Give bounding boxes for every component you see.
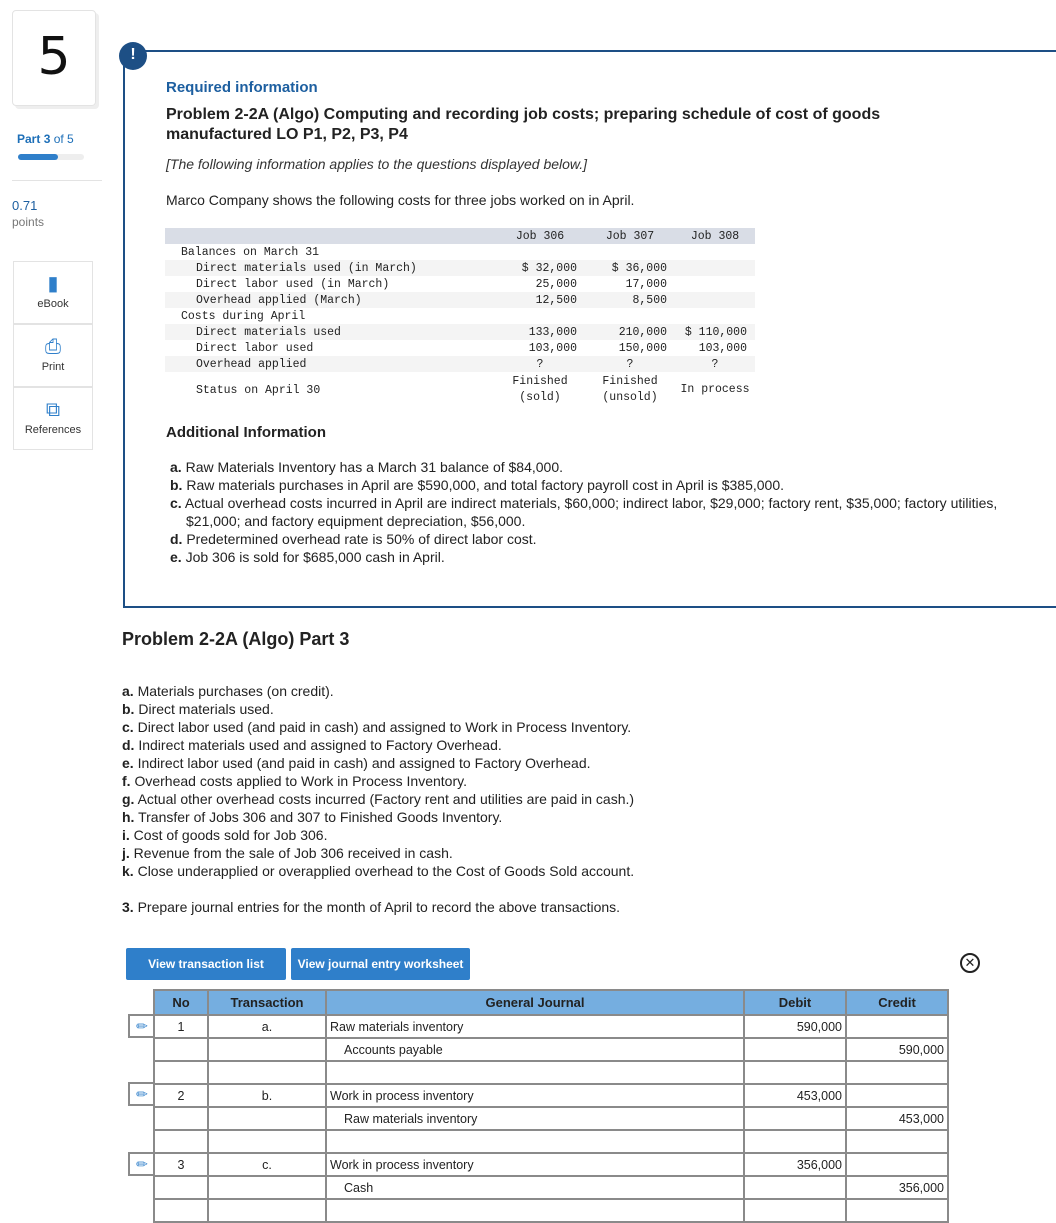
- column-header: General Journal: [326, 990, 744, 1015]
- additional-list: [170, 458, 1030, 566]
- credit-amount[interactable]: 453,000: [846, 1107, 948, 1130]
- cost-value: [585, 244, 675, 260]
- item-key: f.: [122, 773, 131, 789]
- item-text: Indirect labor used (and paid in cash) and assigned to Factory Overhead.: [137, 755, 591, 771]
- job-status: [495, 372, 585, 408]
- print-label: Print: [41, 361, 65, 373]
- list-item: [170, 548, 1030, 566]
- close-icon[interactable]: ✕: [960, 953, 980, 973]
- list-item: [170, 476, 1030, 494]
- item-key: d.: [122, 737, 135, 753]
- transaction-ref: [208, 1038, 326, 1061]
- list-item: [122, 700, 634, 718]
- item-text: Materials purchases (on credit).: [137, 683, 334, 699]
- row-label: Status on April 30: [196, 383, 321, 397]
- entry-number: [154, 1176, 208, 1199]
- instruction: [122, 898, 634, 916]
- list-item: [122, 808, 634, 826]
- journal-header-row: [154, 990, 948, 1015]
- item-text: Predetermined overhead rate is 50% of direct labor cost.: [186, 531, 537, 547]
- journal-row[interactable]: [154, 1084, 948, 1107]
- job-cost-table: [165, 228, 755, 408]
- part-label: Part: [17, 132, 41, 146]
- list-item: [122, 844, 634, 862]
- cost-value: 103,000: [528, 341, 577, 355]
- view-journal-worksheet-button[interactable]: View journal entry worksheet: [291, 948, 470, 980]
- list-item: [170, 530, 1030, 548]
- references-button[interactable]: [13, 387, 93, 450]
- row-label: Balances on March 31: [181, 245, 320, 259]
- blank-cell: [154, 1199, 208, 1222]
- blank-cell: [208, 1199, 326, 1222]
- blank-cell: [208, 1061, 326, 1084]
- entry-number: 3: [154, 1153, 208, 1176]
- cost-value: $ 36,000: [585, 260, 675, 276]
- additional-heading: Additional Information: [166, 424, 326, 441]
- cost-row: [165, 244, 755, 260]
- debit-amount[interactable]: 590,000: [744, 1015, 846, 1038]
- item-text: Transfer of Jobs 306 and 307 to Finished Goods Inventory.: [138, 809, 503, 825]
- cost-value: ?: [495, 356, 585, 372]
- item-key: e.: [170, 549, 182, 565]
- list-item: [122, 772, 634, 790]
- alert-icon: !: [119, 42, 147, 70]
- blank-cell: [744, 1061, 846, 1084]
- cost-value: [495, 244, 585, 260]
- cost-value: 133,000: [495, 324, 585, 340]
- cost-value: $ 110,000: [675, 324, 755, 340]
- cost-value: 8,500: [585, 292, 675, 308]
- list-item: [122, 790, 634, 808]
- row-label: Direct labor used: [196, 341, 314, 355]
- job-status: [585, 372, 675, 408]
- transaction-ref: [208, 1176, 326, 1199]
- row-label: Direct materials used (in March): [165, 260, 495, 276]
- debit-amount[interactable]: 453,000: [744, 1084, 846, 1107]
- general-journal-table: [153, 989, 949, 1223]
- journal-blank-row: [154, 1061, 948, 1084]
- ebook-label: eBook: [37, 298, 69, 310]
- blank-cell: [744, 1199, 846, 1222]
- column-header: [165, 228, 495, 244]
- transaction-list: [122, 682, 634, 916]
- column-header: Credit: [846, 990, 948, 1015]
- blank-cell: [326, 1199, 744, 1222]
- divider: [12, 180, 102, 181]
- row-label: Overhead applied (March): [165, 292, 495, 308]
- item-key: i.: [122, 827, 130, 843]
- list-item: [122, 826, 634, 844]
- item-text: Raw materials purchases in April are $590,000, and total factory payroll cost in April is $385,000.: [186, 477, 785, 493]
- credit-amount[interactable]: [846, 1084, 948, 1107]
- edit-pencil-icon[interactable]: ✏: [128, 1014, 154, 1038]
- debit-amount[interactable]: [744, 1176, 846, 1199]
- cost-value: [675, 292, 755, 308]
- item-text: Raw Materials Inventory has a March 31 balance of $84,000.: [185, 459, 564, 475]
- cost-value: [675, 276, 755, 292]
- entry-number: [154, 1107, 208, 1130]
- item-text: Direct materials used.: [138, 701, 274, 717]
- item-key: h.: [122, 809, 135, 825]
- item-key: d.: [170, 531, 183, 547]
- journal-blank-row: [154, 1199, 948, 1222]
- status-text: (unsold): [602, 391, 658, 404]
- progress-fill: [18, 154, 58, 160]
- blank-cell: [326, 1061, 744, 1084]
- column-header: Job 306: [495, 228, 585, 244]
- book-icon: ▮: [47, 273, 59, 295]
- cost-value: [585, 308, 675, 324]
- account-name[interactable]: Accounts payable: [326, 1038, 744, 1061]
- credit-amount[interactable]: [846, 1015, 948, 1038]
- entry-number: [154, 1038, 208, 1061]
- account-name[interactable]: Raw materials inventory: [326, 1107, 744, 1130]
- blank-cell: [208, 1130, 326, 1153]
- list-item: [170, 494, 1030, 530]
- credit-amount[interactable]: 590,000: [846, 1038, 948, 1061]
- row-label: Direct materials used: [165, 324, 495, 340]
- cost-row: [165, 260, 755, 276]
- cost-row: [165, 356, 755, 372]
- list-item: [122, 718, 634, 736]
- account-name[interactable]: Work in process inventory: [326, 1153, 744, 1176]
- cost-value: [675, 308, 755, 324]
- cost-header-row: [165, 228, 755, 244]
- item-text: Overhead costs applied to Work in Process Inventory.: [134, 773, 467, 789]
- item-text: Indirect materials used and assigned to Factory Overhead.: [138, 737, 502, 753]
- column-header: No: [154, 990, 208, 1015]
- cost-row: [165, 276, 755, 292]
- column-header: Job 307: [585, 228, 675, 244]
- journal-blank-row: [154, 1130, 948, 1153]
- status-text: Finished: [512, 375, 568, 388]
- cost-value: $ 32,000: [495, 260, 585, 276]
- item-key: c.: [122, 719, 134, 735]
- entry-number: 1: [154, 1015, 208, 1038]
- column-header: Transaction: [208, 990, 326, 1015]
- blank-cell: [846, 1130, 948, 1153]
- list-item: [122, 736, 634, 754]
- ebook-button[interactable]: [13, 261, 93, 324]
- blank-cell: [846, 1061, 948, 1084]
- cost-value: 150,000: [618, 341, 667, 355]
- points-label: points: [12, 215, 45, 229]
- account-name[interactable]: Work in process inventory: [326, 1084, 744, 1107]
- row-label: Costs during April: [181, 309, 306, 323]
- debit-amount[interactable]: 356,000: [744, 1153, 846, 1176]
- cost-value: 17,000: [625, 277, 667, 291]
- item-text: Cost of goods sold for Job 306.: [133, 827, 328, 843]
- credit-amount[interactable]: 356,000: [846, 1176, 948, 1199]
- part3-title: Problem 2-2A (Algo) Part 3: [122, 629, 350, 649]
- item-text: Actual other overhead costs incurred (Factory rent and utilities are paid in cash.): [137, 791, 635, 807]
- cost-row: [165, 308, 755, 324]
- item-key: g.: [122, 791, 135, 807]
- row-label: Direct labor used (in March): [196, 277, 390, 291]
- item-key: a.: [122, 683, 134, 699]
- journal-row[interactable]: [154, 1015, 948, 1038]
- item-key: k.: [122, 863, 134, 879]
- debit-amount[interactable]: [744, 1038, 846, 1061]
- item-text: Actual overhead costs incurred in April are indirect materials, $60,000; indirect labor, $29,000; factory rent, $35,000; factory utilities, $21,000; and factory equipment depreciation, $56,000.: [184, 495, 998, 529]
- blank-cell: [846, 1199, 948, 1222]
- status-row: [165, 372, 755, 408]
- credit-amount[interactable]: [846, 1153, 948, 1176]
- part-progress-bar: [18, 154, 84, 160]
- part-current: 3: [43, 132, 51, 146]
- edit-pencil-icon[interactable]: ✏: [128, 1082, 154, 1106]
- item-key: b.: [170, 477, 183, 493]
- transaction-ref: b.: [208, 1084, 326, 1107]
- part-of: of 5: [53, 132, 74, 146]
- info-note: [The following information applies to the questions displayed below.]: [166, 156, 588, 172]
- status-text: (sold): [519, 391, 561, 404]
- required-heading: Required information: [166, 79, 318, 96]
- row-label: Overhead applied: [165, 356, 495, 372]
- journal-row[interactable]: [154, 1038, 948, 1061]
- entry-number: 2: [154, 1084, 208, 1107]
- cost-value: [675, 244, 755, 260]
- cost-row: [165, 292, 755, 308]
- item-text: Direct labor used (and paid in cash) and assigned to Work in Process Inventory.: [137, 719, 632, 735]
- item-text: Close underapplied or overapplied overhead to the Cost of Goods Sold account.: [137, 863, 635, 879]
- references-label: References: [24, 424, 82, 436]
- account-name[interactable]: Raw materials inventory: [326, 1015, 744, 1038]
- cost-value: [675, 260, 755, 276]
- transaction-ref: c.: [208, 1153, 326, 1176]
- item-key: a.: [170, 459, 182, 475]
- cost-value: 103,000: [698, 341, 747, 355]
- instruction-text: Prepare journal entries for the month of April to record the above transactions.: [137, 899, 621, 915]
- blank-cell: [154, 1061, 208, 1084]
- transaction-ref: [208, 1107, 326, 1130]
- blank-cell: [744, 1130, 846, 1153]
- debit-amount[interactable]: [744, 1107, 846, 1130]
- journal-row[interactable]: [154, 1176, 948, 1199]
- item-text: Job 306 is sold for $685,000 cash in April.: [185, 549, 445, 565]
- copy-icon: ⧉: [45, 399, 61, 421]
- journal-row[interactable]: [154, 1107, 948, 1130]
- print-button[interactable]: [13, 324, 93, 387]
- cost-value: [495, 308, 585, 324]
- status-text: In process: [680, 383, 750, 396]
- edit-pencil-icon[interactable]: ✏: [128, 1152, 154, 1176]
- transaction-ref: a.: [208, 1015, 326, 1038]
- problem-title: Problem 2-2A (Algo) Computing and recording job costs; preparing schedule of cost of goods manufactured LO P1, P2, P3, P4: [166, 106, 881, 143]
- cost-value: 25,000: [535, 277, 577, 291]
- list-item: [122, 682, 634, 700]
- column-header: Debit: [744, 990, 846, 1015]
- view-transaction-list-button[interactable]: View transaction list: [126, 948, 286, 980]
- cost-row: [165, 340, 755, 356]
- list-item: [122, 862, 634, 880]
- item-text: Revenue from the sale of Job 306 received in cash.: [133, 845, 453, 861]
- instruction-number: 3.: [122, 899, 134, 915]
- cost-value: ?: [675, 356, 755, 372]
- cost-value: ?: [585, 356, 675, 372]
- journal-row[interactable]: [154, 1153, 948, 1176]
- blank-cell: [326, 1130, 744, 1153]
- job-status: [675, 372, 755, 408]
- account-name[interactable]: Cash: [326, 1176, 744, 1199]
- list-item: [122, 754, 634, 772]
- list-item: [170, 458, 1030, 476]
- cost-value: 12,500: [495, 292, 585, 308]
- cost-value: 210,000: [585, 324, 675, 340]
- points-value: 0.71: [12, 198, 38, 213]
- item-key: e.: [122, 755, 134, 771]
- item-key: j.: [122, 845, 130, 861]
- intro-text: Marco Company shows the following costs for three jobs worked on in April.: [166, 192, 635, 208]
- item-key: b.: [122, 701, 135, 717]
- status-text: Finished: [602, 375, 658, 388]
- cost-row: [165, 324, 755, 340]
- part-indicator: [17, 132, 74, 146]
- question-number: 5: [12, 10, 96, 106]
- blank-cell: [154, 1130, 208, 1153]
- printer-icon: ⎙: [45, 336, 61, 358]
- item-key: c.: [170, 495, 182, 511]
- column-header: Job 308: [675, 228, 755, 244]
